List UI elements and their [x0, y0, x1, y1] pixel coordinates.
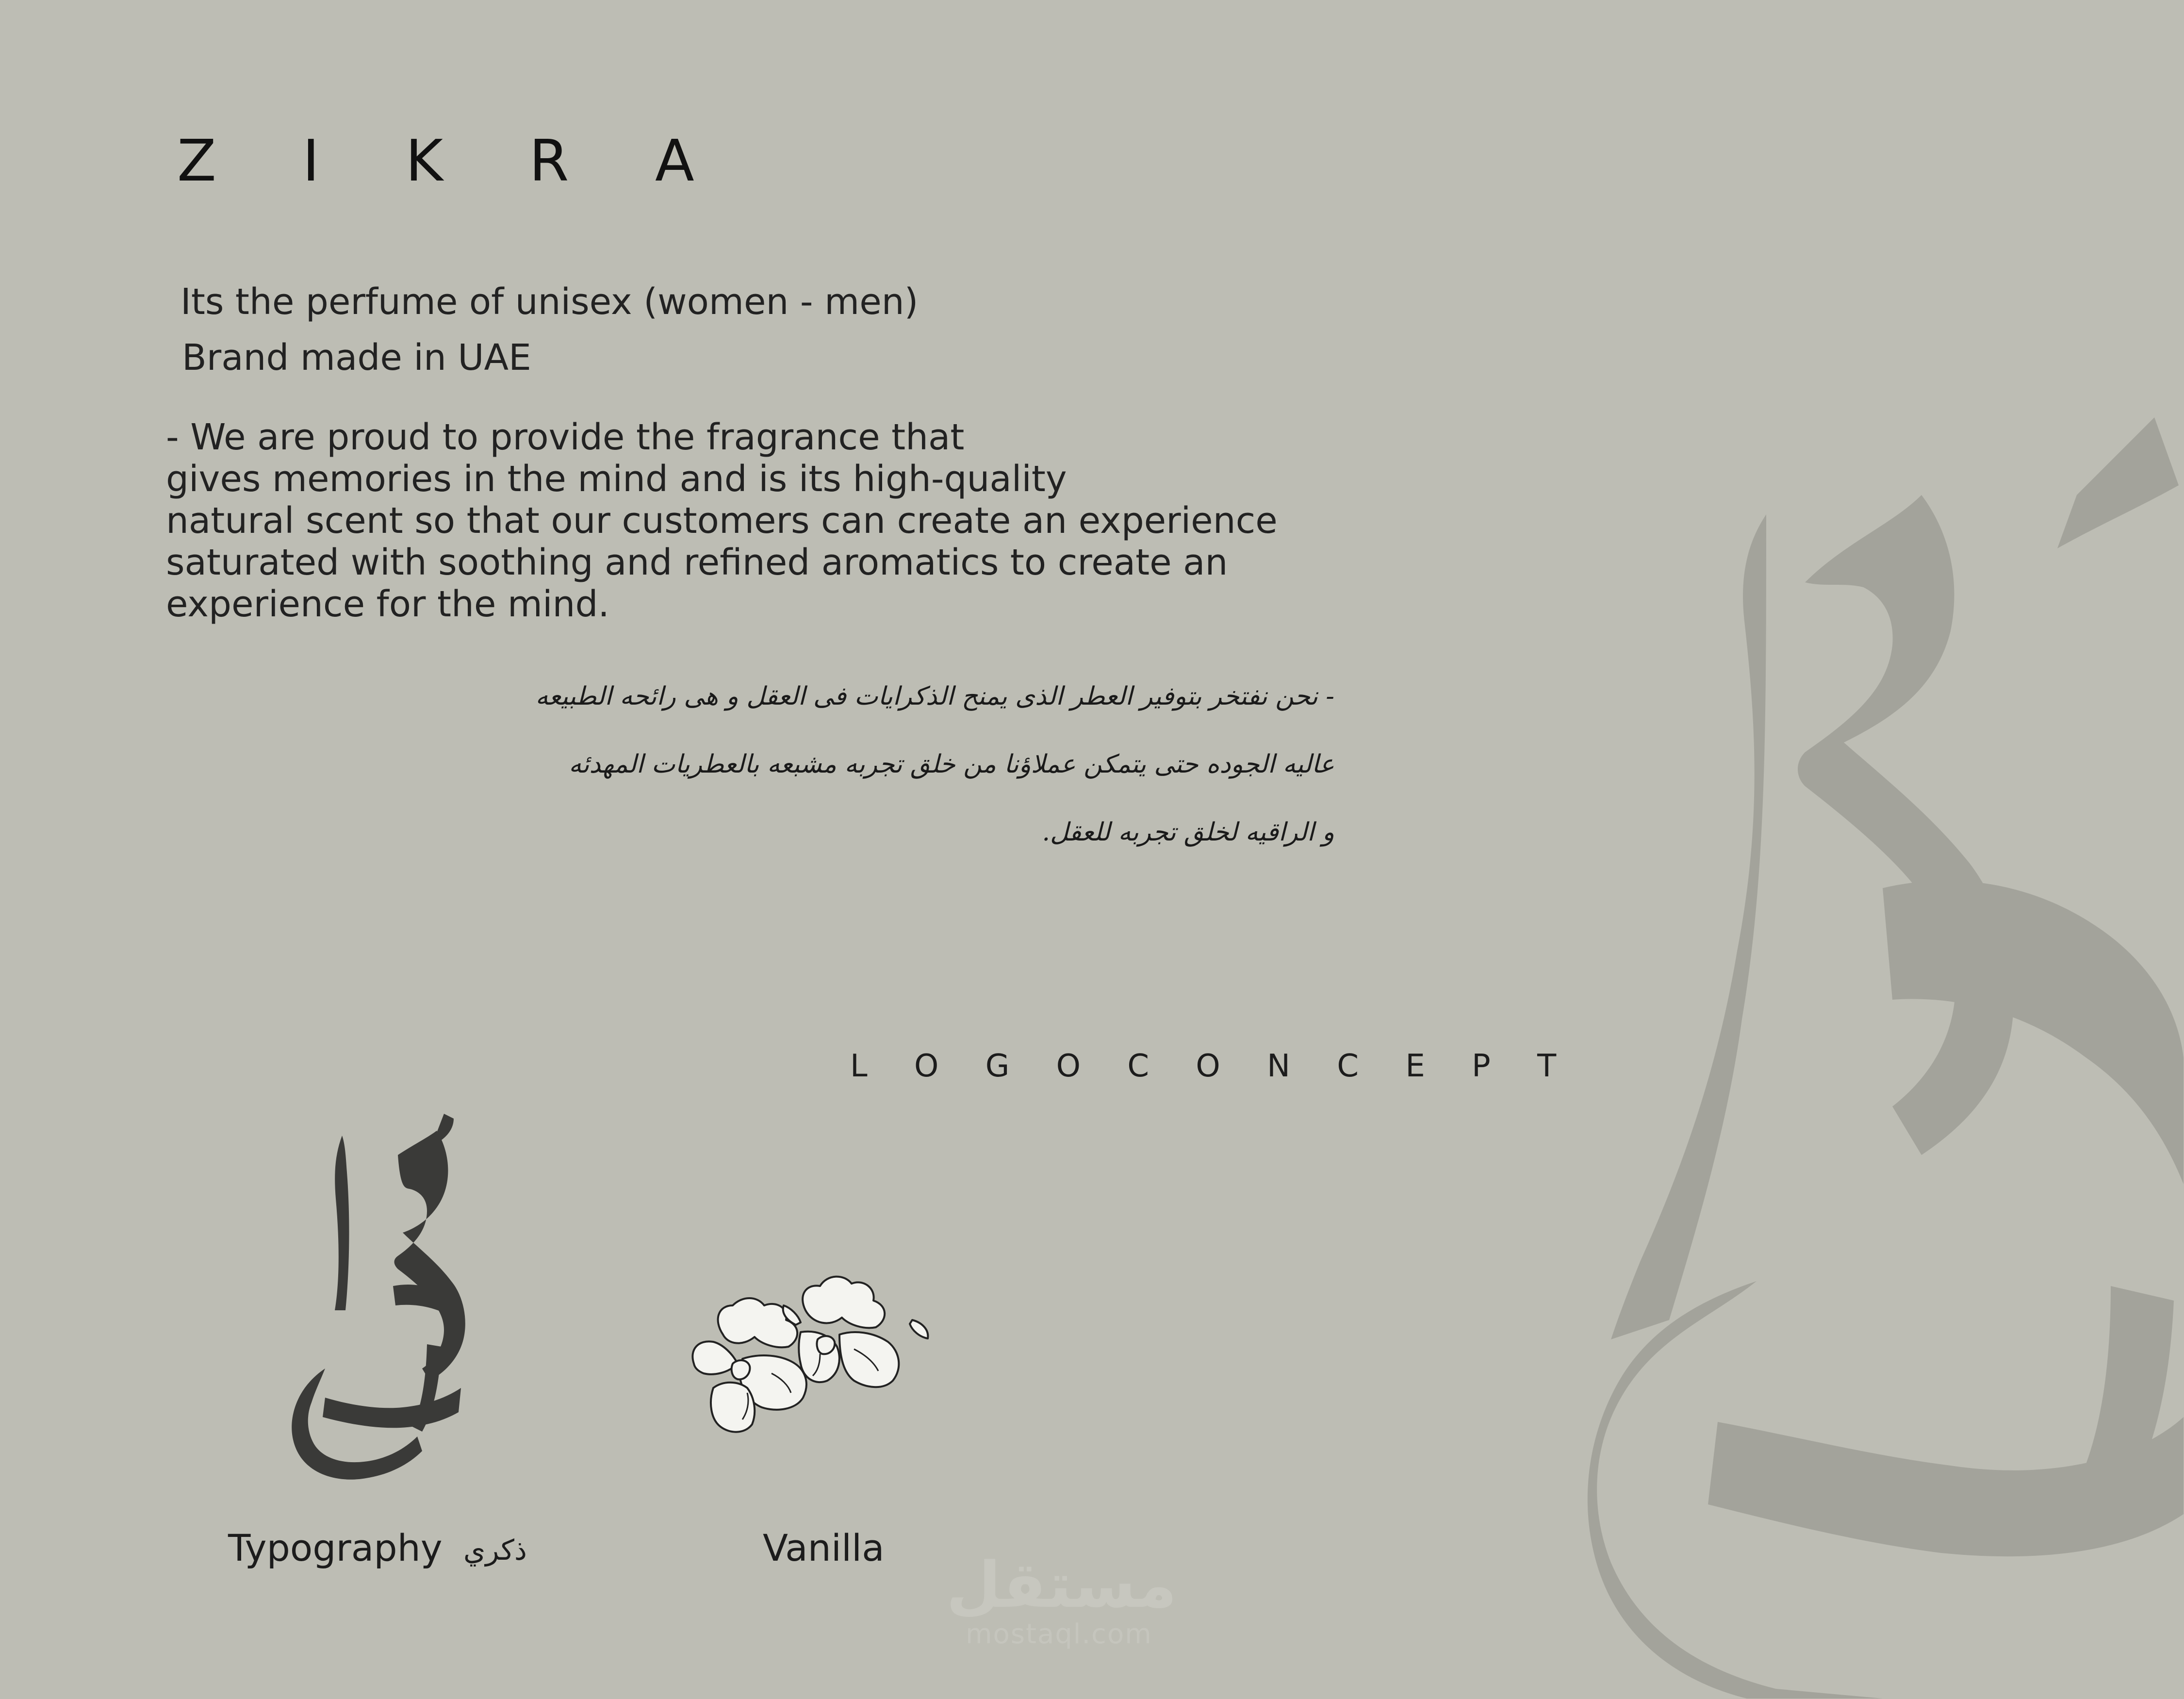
brand-title: Z I K R A — [177, 127, 728, 194]
logo-concept-heading: L O G O C O N C E P T — [850, 1048, 1575, 1084]
vanilla-label: Vanilla — [763, 1526, 885, 1569]
description-line: experience for the mind. — [166, 583, 609, 625]
typography-label: Typography — [228, 1526, 443, 1569]
description-line: gives memories in the mind and is its high-quality — [166, 458, 1067, 500]
intro-line-unisex: Its the perfume of unisex (women - men) — [181, 281, 919, 323]
description-line: natural scent so that our customers can create an experience — [166, 500, 1278, 542]
description-line: saturated with soothing and refined aromatics to create an — [166, 542, 1228, 583]
typography-arabic-label: ذكري — [463, 1534, 527, 1567]
intro-line-brand-origin: Brand made in UAE — [182, 337, 531, 379]
arabic-line: عاليه الجوده حتى يتمكن عملاؤنا من خلق تجربه مشبعه بالعطريات المهدئه — [569, 750, 1334, 779]
description-line: - We are proud to provide the fragrance that — [166, 416, 965, 458]
arabic-line: و الراقيه لخلق تجربه للعقل. — [1042, 818, 1334, 847]
arabic-line: - نحن نفتخر بتوفير العطر الذى يمنح الذكرايات فى العقل و هى رائحه الطبيعه — [535, 682, 1334, 711]
watermark-latin: mostaql.com — [966, 1618, 1152, 1650]
watermark-arabic: مستقل — [946, 1548, 1177, 1622]
